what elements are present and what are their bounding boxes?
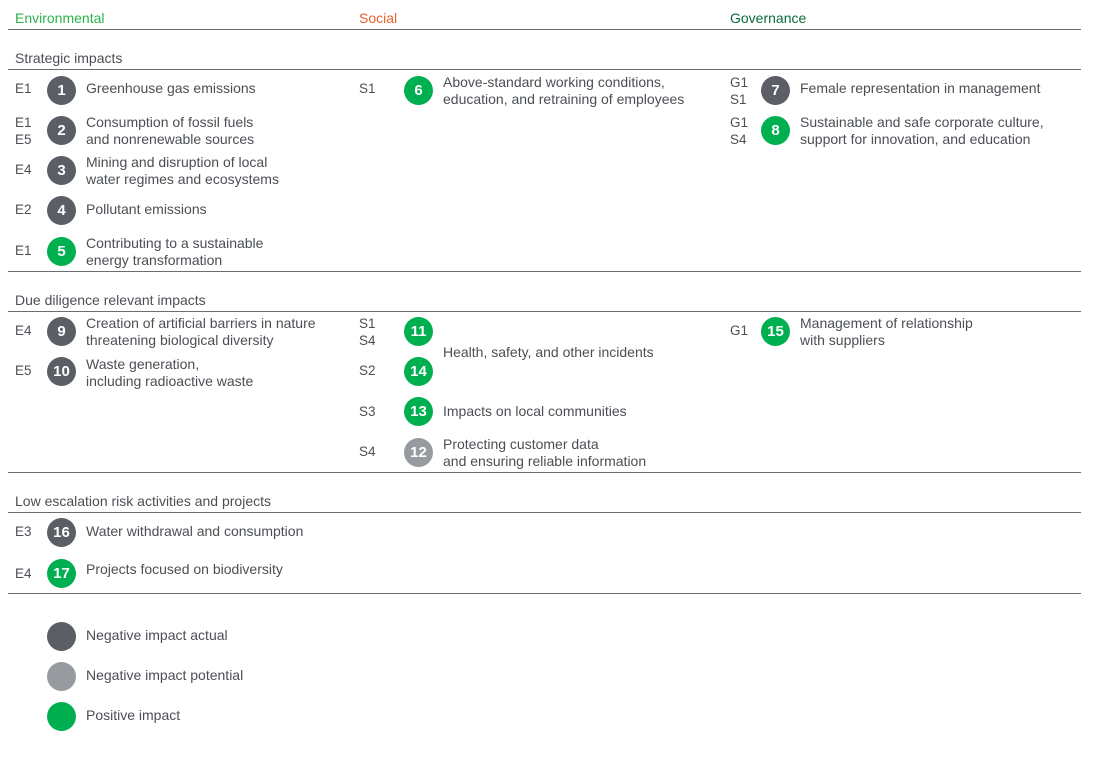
impact-codes: E5 <box>15 363 32 378</box>
impact-codes: S1 S4 <box>359 316 376 348</box>
legend-dot-positive <box>47 702 76 731</box>
column-heading-governance: Governance <box>730 10 807 26</box>
impact-description: Water withdrawal and consumption <box>86 523 304 539</box>
divider <box>8 472 1081 473</box>
impact-number-badge: 8 <box>761 116 790 145</box>
impact-codes: G1 <box>730 323 749 338</box>
column-heading-social: Social <box>359 10 398 26</box>
divider <box>8 271 1081 272</box>
impact-number-badge: 13 <box>404 397 433 426</box>
impact-number-badge: 5 <box>47 237 76 266</box>
impact-number-badge: 9 <box>47 317 76 346</box>
impact-codes: E4 <box>15 323 32 338</box>
impact-number-badge: 11 <box>404 317 433 346</box>
impact-codes: G1 S1 <box>730 75 749 107</box>
impact-number-badge: 7 <box>761 76 790 105</box>
impact-codes: E1 <box>15 81 32 96</box>
divider <box>8 69 1081 70</box>
impact-description: Creation of artificial barriers in nature threatening biological diversity <box>86 315 316 348</box>
impact-number-badge: 1 <box>47 76 76 105</box>
impact-description: Greenhouse gas emissions <box>86 80 256 96</box>
impact-codes: E1 E5 <box>15 115 32 147</box>
column-heading-environmental: Environmental <box>15 10 105 26</box>
impact-number-badge: 12 <box>404 438 433 467</box>
impact-number-badge: 2 <box>47 116 76 145</box>
legend-label: Positive impact <box>86 707 181 723</box>
impact-description: Management of relationship with suppliers <box>800 315 973 348</box>
legend-dot-actual <box>47 622 76 651</box>
impact-number-badge: 17 <box>47 559 76 588</box>
impact-description: Protecting customer data and ensuring reliable information <box>443 436 647 469</box>
impact-description: Consumption of fossil fuels and nonrenewable sources <box>86 114 255 147</box>
legend-dot-potential <box>47 662 76 691</box>
impact-codes: E2 <box>15 202 32 217</box>
impact-codes: S4 <box>359 444 376 459</box>
impact-number-badge: 10 <box>47 357 76 386</box>
impact-codes: S2 <box>359 363 376 378</box>
impact-number-badge: 16 <box>47 518 76 547</box>
impact-description: Sustainable and safe corporate culture, support for innovation, and education <box>800 114 1044 147</box>
impact-number-badge: 6 <box>404 76 433 105</box>
impact-number-badge: 3 <box>47 156 76 185</box>
divider <box>8 512 1081 513</box>
divider <box>8 29 1081 30</box>
impact-codes: E4 <box>15 162 32 177</box>
divider <box>8 593 1081 594</box>
section-title-low-escalation: Low escalation risk activities and projects <box>15 493 272 509</box>
impact-description: Contributing to a sustainable energy transformation <box>86 235 264 268</box>
divider <box>8 311 1081 312</box>
impact-codes: E4 <box>15 566 32 581</box>
impact-number-badge: 14 <box>404 357 433 386</box>
impact-description: Health, safety, and other incidents <box>443 344 654 360</box>
impact-number-badge: 4 <box>47 196 76 225</box>
impact-description: Mining and disruption of local water regimes and ecosystems <box>86 154 279 187</box>
legend-label: Negative impact actual <box>86 627 228 643</box>
impact-codes: G1 S4 <box>730 115 749 147</box>
impact-description: Above-standard working conditions, education, and retraining of employees <box>443 74 685 107</box>
impact-description: Impacts on local communities <box>443 403 627 419</box>
impact-codes: E1 <box>15 243 32 258</box>
section-title-due-diligence: Due diligence relevant impacts <box>15 292 206 308</box>
impact-description: Pollutant emissions <box>86 201 207 217</box>
impact-codes: S3 <box>359 404 376 419</box>
impact-codes: E3 <box>15 524 32 539</box>
impact-description: Waste generation, including radioactive waste <box>86 356 254 389</box>
section-title-strategic: Strategic impacts <box>15 50 123 66</box>
impact-codes: S1 <box>359 81 376 96</box>
impact-number-badge: 15 <box>761 317 790 346</box>
impact-description: Projects focused on biodiversity <box>86 561 283 577</box>
legend-label: Negative impact potential <box>86 667 244 683</box>
impact-description: Female representation in management <box>800 80 1041 96</box>
